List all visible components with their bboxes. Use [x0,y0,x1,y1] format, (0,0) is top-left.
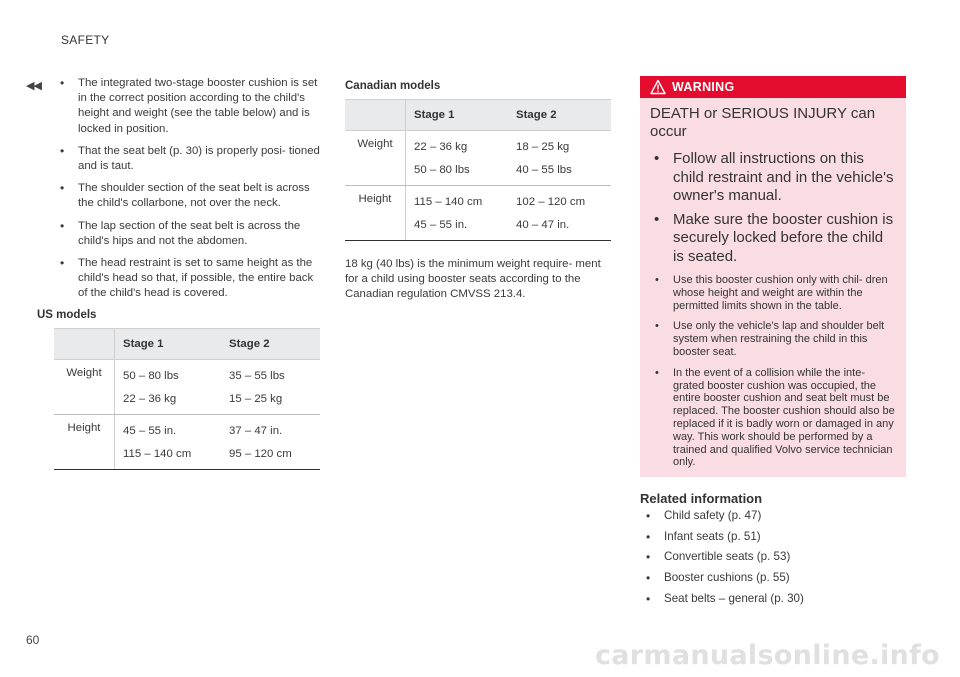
row-label: Weight [345,131,406,186]
table-cell [221,414,320,469]
warning-label: WARNING [672,80,735,94]
list-item: • The integrated two-stage booster cushion is set in the correct position according to the child's height and weight (see the table below) and is locked in position. [54,76,322,137]
list-item: • Make sure the booster cushion is securely locked before the child is seated. [650,211,896,267]
list-item: • Use only the vehicle's lap and shoulder belt system when restraining the child in this booster seat. [650,320,896,358]
list-item: • The lap section of the seat belt is across the child's hips and not the abdomen. [54,219,322,249]
table-cell [406,131,509,186]
table-corner [345,100,406,131]
column-right [640,76,906,612]
row-label: Height [54,414,115,469]
us-models-heading: US models [37,308,97,321]
cell-value: 50 – 80 lbs [123,369,179,382]
table-header-stage1: Stage 1 [115,328,222,359]
related-links [640,509,906,606]
check-list [54,76,322,302]
list-item: • The head restraint is set to same height as the child's head so that, if possible, the entire back of the child's head is covered. [54,256,322,302]
table-cell [508,186,611,241]
related-link[interactable]: • Child safety (p. 47) [640,509,906,524]
list-item: • That the seat belt (p. 30) is properly posi- tioned and is taut. [54,144,322,174]
table-row [54,414,320,469]
cell-value: 40 – 55 lbs [516,164,572,176]
column-middle [345,76,613,303]
cell-value: 115 – 140 cm [123,447,192,460]
row-label: Height [345,186,406,241]
cell-value: 15 – 25 kg [229,392,283,405]
warning-title: DEATH or SERIOUS INJURY can occur [650,105,876,140]
canadian-models-table [345,99,611,241]
list-item: • In the event of a collision while the inte- grated booster cushion was occupied, the entire booster cushion and seat belt must be replaced. The booster cushion should also be replaced if it is badly worn or damaged in any way. This work should be performed by a trained and qualified Volvo service technician only. [650,367,896,469]
related-link[interactable]: • Convertible seats (p. 53) [640,550,906,565]
cell-value: 18 – 25 kg [516,141,570,153]
table-row [345,186,611,241]
table-row [54,359,320,414]
back-arrows-icon[interactable]: ◀◀ [26,80,41,92]
cell-value: 50 – 80 lbs [414,164,470,176]
cell-value: 22 – 36 kg [123,392,177,405]
table-header-stage1: Stage 1 [406,100,509,131]
table-header-stage2: Stage 2 [508,100,611,131]
warning-main-list [640,150,906,266]
cell-value: 45 – 55 in. [414,219,468,231]
canadian-models-heading: Canadian models [345,80,441,92]
warning-detail-list [640,274,906,469]
table-cell [115,414,222,469]
table-header-stage2: Stage 2 [221,328,320,359]
table-cell [508,131,611,186]
table-cell [221,359,320,414]
warning-bar [640,76,906,98]
cell-value: 45 – 55 in. [123,424,177,437]
watermark: carmanualsonline.info [594,640,940,671]
minimum-weight-note: 18 kg (40 lbs) is the minimum weight require- ment for a child using booster seats according to the Canadian regulation CMVSS 213.4. [345,258,601,301]
warning-box [640,76,906,477]
related-link[interactable]: • Infant seats (p. 51) [640,530,906,545]
table-cell [406,186,509,241]
cell-value: 95 – 120 cm [229,447,292,460]
cell-value: 37 – 47 in. [229,424,283,437]
list-item: • Follow all instructions on this child restraint and in the vehicle's owner's manual. [650,150,896,206]
warning-triangle-icon [650,79,666,95]
cell-value: 40 – 47 in. [516,219,570,231]
page-number: 60 [26,633,40,647]
list-item: • Use this booster cushion only with chil- dren whose height and weight are within the permitted limits shown in the table. [650,274,896,312]
cell-value: 102 – 120 cm [516,196,586,208]
cell-value: 115 – 140 cm [414,196,483,208]
related-link[interactable]: • Booster cushions (p. 55) [640,571,906,586]
related-information-heading: Related information [640,491,763,507]
cell-value: 35 – 55 lbs [229,369,285,382]
cell-value: 22 – 36 kg [414,141,468,153]
related-link[interactable]: • Seat belts – general (p. 30) [640,592,906,607]
table-corner [54,328,115,359]
row-label: Weight [54,359,115,414]
table-cell [115,359,222,414]
column-left [37,76,322,470]
list-item: • The shoulder section of the seat belt is across the child's collarbone, not over the neck. [54,181,322,211]
us-models-table [54,328,320,470]
table-row [345,131,611,186]
section-header: SAFETY [61,33,110,47]
